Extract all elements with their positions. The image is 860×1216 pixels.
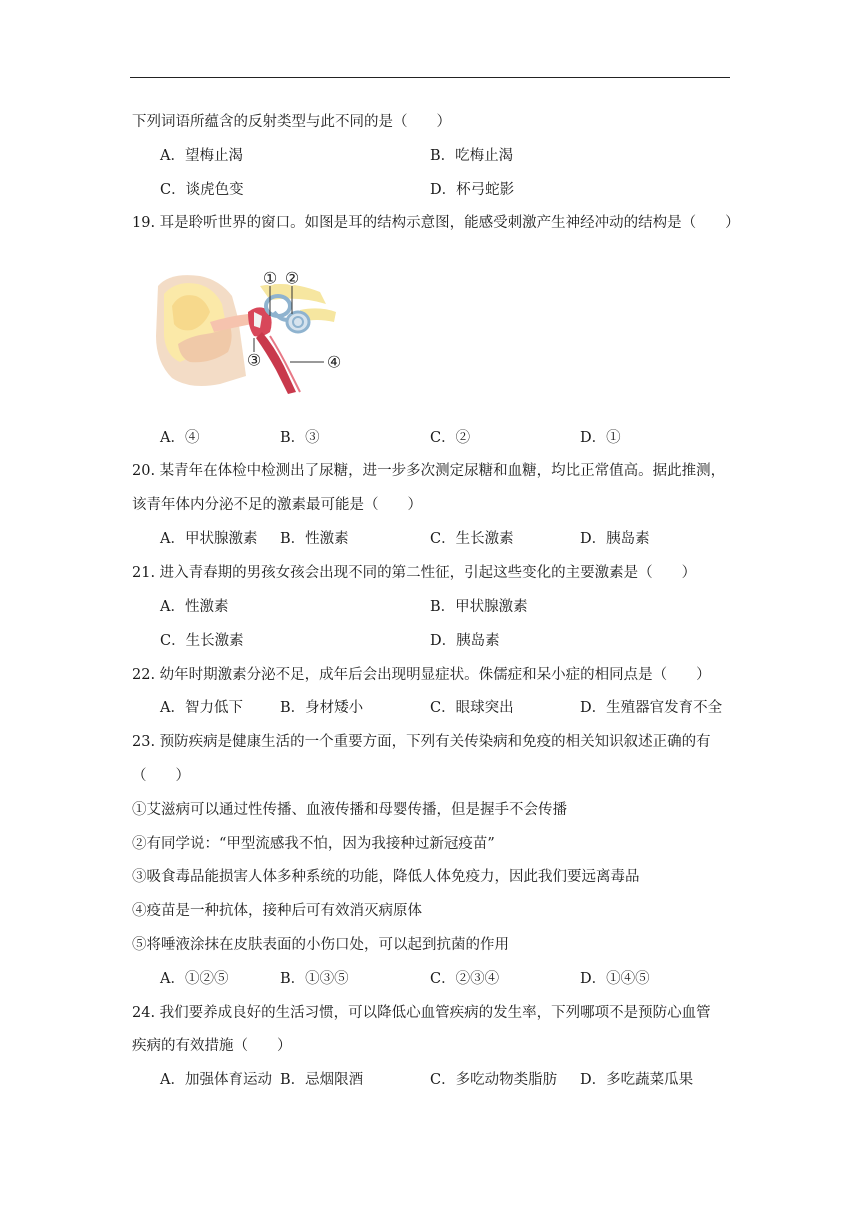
q20-option-c[interactable]: C．生长激素	[430, 531, 514, 547]
q21-stem: 21. 进入青春期的男孩女孩会出现不同的第二性征，引起这些变化的主要激素是（ ）	[132, 565, 697, 581]
q22-option-b[interactable]: B．身材矮小	[280, 700, 364, 716]
figure-label-1: ①	[262, 268, 278, 288]
q23-statement-1: ①艾滋病可以通过性传播、血液传播和母婴传播，但是握手不会传播	[132, 802, 567, 818]
q23-statement-3: ③吸食毒品能损害人体多种系统的功能，降低人体免疫力，因此我们要远离毒品	[132, 869, 640, 885]
q23-stem-line1: 23. 预防疾病是健康生活的一个重要方面，下列有关传染病和免疫的相关知识叙述正确的有	[132, 734, 711, 750]
q20-option-d[interactable]: D．胰岛素	[580, 531, 650, 547]
q21-option-a[interactable]: A．性激素	[160, 599, 229, 615]
q22-option-d[interactable]: D．生殖器官发育不全	[580, 700, 723, 716]
figure-label-2: ②	[284, 268, 300, 288]
q23-statement-4: ④疫苗是一种抗体，接种后可有效消灭病原体	[132, 903, 422, 919]
q18-option-c[interactable]: C．谈虎色变	[160, 182, 244, 198]
q18-stem: 下列词语所蕴含的反射类型与此不同的是（ ）	[132, 114, 451, 130]
q19-stem: 19. 耳是聆听世界的窗口。如图是耳的结构示意图，能感受刺激产生神经冲动的结构是（ ）	[132, 215, 740, 231]
q21-option-d[interactable]: D．胰岛素	[430, 633, 500, 649]
q20-stem-line1: 20. 某青年在体检中检测出了尿糖，进一步多次测定尿糖和血糖，均比正常值高。据此推测，	[132, 463, 726, 479]
q23-option-a[interactable]: A．①②⑤	[160, 971, 229, 987]
q21-option-b[interactable]: B．甲状腺激素	[430, 599, 528, 615]
q18-option-b[interactable]: B．吃梅止渴	[430, 148, 514, 164]
q20-option-b[interactable]: B．性激素	[280, 531, 349, 547]
q19-option-b[interactable]: B．③	[280, 430, 320, 446]
q18-option-d[interactable]: D．杯弓蛇影	[430, 182, 515, 198]
q22-option-c[interactable]: C．眼球突出	[430, 700, 514, 716]
figure-label-4: ④	[326, 352, 342, 372]
q23-option-c[interactable]: C．②③④	[430, 971, 500, 987]
q23-option-d[interactable]: D．①④⑤	[580, 971, 650, 987]
q23-stem-line2: （ ）	[132, 768, 190, 784]
q22-stem: 22. 幼年时期激素分泌不足，成年后会出现明显症状。侏儒症和呆小症的相同点是（ ）	[132, 667, 711, 683]
q24-stem-line1: 24. 我们要养成良好的生活习惯，可以降低心血管疾病的发生率，下列哪项不是预防心血管	[132, 1005, 711, 1021]
ear-structure-figure	[150, 266, 350, 396]
q24-option-d[interactable]: D．多吃蔬菜瓜果	[580, 1072, 694, 1088]
q24-option-c[interactable]: C．多吃动物类脂肪	[430, 1072, 558, 1088]
q24-option-a[interactable]: A．加强体育运动	[160, 1072, 272, 1088]
q18-option-a[interactable]: A．望梅止渴	[160, 148, 243, 164]
q20-stem-line2: 该青年体内分泌不足的激素最可能是（ ）	[132, 497, 422, 513]
q24-stem-line2: 疾病的有效措施（ ）	[132, 1038, 292, 1054]
q22-option-a[interactable]: A．智力低下	[160, 700, 243, 716]
q19-option-c[interactable]: C．②	[430, 430, 471, 446]
q23-option-b[interactable]: B．①③⑤	[280, 971, 349, 987]
q19-option-d[interactable]: D．①	[580, 430, 621, 446]
header-rule	[130, 77, 730, 78]
q23-statement-2: ②有同学说：“甲型流感我不怕，因为我接种过新冠疫苗”	[132, 836, 495, 852]
figure-label-3: ③	[246, 350, 262, 370]
q19-option-a[interactable]: A．④	[160, 430, 200, 446]
q20-option-a[interactable]: A．甲状腺激素	[160, 531, 258, 547]
q24-option-b[interactable]: B．忌烟限酒	[280, 1072, 364, 1088]
q21-option-c[interactable]: C．生长激素	[160, 633, 244, 649]
q23-statement-5: ⑤将唾液涂抹在皮肤表面的小伤口处，可以起到抗菌的作用	[132, 937, 509, 953]
